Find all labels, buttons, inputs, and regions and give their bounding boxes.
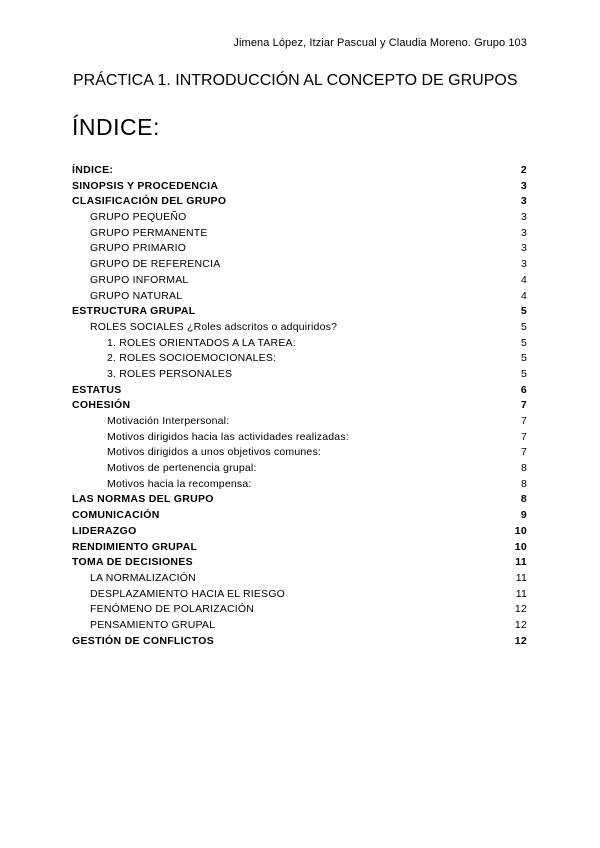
toc-entry-page-number: 12 bbox=[514, 618, 527, 631]
toc-entry-label: SINOPSIS Y PROCEDENCIA bbox=[72, 179, 219, 192]
toc-entry-page-number: 7 bbox=[520, 399, 527, 412]
toc-entry-label: ESTRUCTURA GRUPAL bbox=[72, 305, 196, 318]
toc-entry-label: PENSAMIENTO GRUPAL bbox=[90, 618, 216, 631]
toc-entry-label: GRUPO PERMANENTE bbox=[90, 226, 208, 239]
toc-entry-page-number: 5 bbox=[520, 305, 527, 318]
page-header-authors: Jimena López, Itziar Pascual y Claudia Moreno. Grupo 103 bbox=[233, 37, 527, 49]
toc-entry-page-number: 12 bbox=[514, 603, 527, 616]
toc-entry[interactable] bbox=[72, 241, 527, 257]
toc-entry-page-number: 8 bbox=[520, 477, 527, 490]
toc-entry-label: LA NORMALIZACIÓN bbox=[90, 571, 196, 584]
toc-entry[interactable] bbox=[72, 571, 527, 587]
toc-entry-label: 3. ROLES PERSONALES bbox=[107, 367, 233, 380]
toc-entry-page-number: 3 bbox=[520, 195, 527, 208]
toc-entry-label: COHESIÓN bbox=[72, 399, 131, 412]
toc-entry-label: TOMA DE DECISIONES bbox=[72, 556, 193, 569]
toc-entry-page-number: 8 bbox=[520, 462, 527, 475]
toc-entry[interactable] bbox=[72, 367, 527, 383]
toc-entry-page-number: 9 bbox=[520, 509, 527, 522]
toc-entry-page-number: 5 bbox=[520, 367, 527, 380]
toc-entry-label: Motivos dirigidos hacia las actividades realizadas: bbox=[107, 430, 349, 443]
toc-entry-page-number: 11 bbox=[515, 556, 527, 569]
toc-entry-page-number: 7 bbox=[520, 415, 527, 427]
toc-entry-label: Motivos dirigidos a unos objetivos comunes: bbox=[107, 446, 322, 459]
toc-entry-page-number: 11 bbox=[515, 571, 527, 584]
toc-entry-page-number: 10 bbox=[514, 524, 527, 537]
toc-entry-page-number: 2 bbox=[520, 164, 527, 176]
toc-entry[interactable] bbox=[72, 555, 527, 571]
toc-entry[interactable] bbox=[72, 304, 527, 320]
index-heading: ÍNDICE: bbox=[72, 114, 160, 140]
toc-entry-label: RENDIMIENTO GRUPAL bbox=[72, 540, 198, 553]
toc-entry[interactable] bbox=[72, 540, 527, 556]
toc-entry[interactable] bbox=[72, 273, 527, 289]
toc-entry-label: 1. ROLES ORIENTADOS A LA TAREA: bbox=[107, 336, 296, 349]
toc-entry-page-number: 5 bbox=[520, 352, 527, 365]
toc-entry-page-number: 10 bbox=[514, 540, 527, 553]
toc-entry[interactable] bbox=[72, 210, 527, 226]
toc-entry[interactable] bbox=[72, 257, 527, 273]
toc-entry[interactable] bbox=[72, 163, 527, 179]
toc-entry[interactable] bbox=[72, 351, 527, 367]
toc-entry-label: FENÓMENO DE POLARIZACIÓN bbox=[90, 603, 255, 616]
toc-entry[interactable] bbox=[72, 398, 527, 414]
toc-entry[interactable] bbox=[72, 430, 527, 446]
toc-entry-label: GRUPO PEQUEÑO bbox=[90, 211, 187, 224]
toc-entry[interactable] bbox=[72, 618, 527, 634]
toc-entry-label: 2. ROLES SOCIOEMOCIONALES: bbox=[107, 352, 277, 365]
toc-entry[interactable] bbox=[72, 602, 527, 618]
table-of-contents bbox=[72, 163, 527, 649]
toc-entry-label: GRUPO NATURAL bbox=[90, 289, 183, 302]
toc-entry[interactable] bbox=[72, 461, 527, 477]
toc-entry[interactable] bbox=[72, 336, 527, 352]
toc-entry-page-number: 5 bbox=[520, 320, 527, 333]
toc-entry[interactable] bbox=[72, 226, 527, 242]
toc-entry[interactable] bbox=[72, 320, 527, 336]
toc-entry[interactable] bbox=[72, 194, 527, 210]
toc-entry-label: ROLES SOCIALES ¿Roles adscritos o adquiridos? bbox=[90, 320, 338, 333]
toc-entry-label: GESTIÓN DE CONFLICTOS bbox=[72, 634, 215, 647]
toc-entry-label: LIDERAZGO bbox=[72, 524, 137, 537]
toc-entry-page-number: 11 bbox=[515, 587, 527, 600]
toc-entry[interactable] bbox=[72, 289, 527, 305]
toc-entry-page-number: 3 bbox=[520, 242, 527, 255]
toc-entry-label: GRUPO PRIMARIO bbox=[90, 242, 187, 255]
document-title: PRÁCTICA 1. INTRODUCCIÓN AL CONCEPTO DE GRUPOS bbox=[73, 72, 518, 89]
toc-entry[interactable] bbox=[72, 634, 527, 650]
toc-entry-page-number: 4 bbox=[520, 273, 527, 286]
toc-entry-label: LAS NORMAS DEL GRUPO bbox=[72, 493, 214, 506]
toc-entry-page-number: 8 bbox=[520, 493, 527, 506]
toc-entry[interactable] bbox=[72, 508, 527, 524]
toc-entry[interactable] bbox=[72, 524, 527, 540]
toc-entry-page-number: 4 bbox=[520, 289, 527, 302]
toc-entry-page-number: 12 bbox=[514, 634, 527, 647]
toc-entry-label: GRUPO INFORMAL bbox=[90, 273, 189, 286]
toc-entry[interactable] bbox=[72, 445, 527, 461]
toc-entry-label: ESTATUS bbox=[72, 383, 122, 396]
toc-entry-page-number: 3 bbox=[520, 211, 527, 224]
toc-entry-page-number: 7 bbox=[520, 430, 527, 443]
toc-entry-label: ÍNDICE: bbox=[72, 164, 114, 176]
toc-entry-page-number: 6 bbox=[520, 383, 527, 396]
toc-entry-label: GRUPO DE REFERENCIA bbox=[90, 258, 221, 271]
toc-entry[interactable] bbox=[72, 383, 527, 399]
toc-entry[interactable] bbox=[72, 179, 527, 195]
toc-entry-page-number: 3 bbox=[520, 226, 527, 239]
toc-entry[interactable] bbox=[72, 477, 527, 493]
toc-entry[interactable] bbox=[72, 587, 527, 603]
toc-entry-page-number: 7 bbox=[520, 446, 527, 459]
toc-entry-label: COMUNICACIÓN bbox=[72, 509, 160, 522]
toc-entry-label: CLASIFICACIÓN DEL GRUPO bbox=[72, 195, 227, 208]
toc-entry[interactable] bbox=[72, 414, 527, 430]
toc-entry-page-number: 3 bbox=[520, 258, 527, 271]
toc-entry-label: Motivación Interpersonal: bbox=[107, 415, 230, 427]
toc-entry-label: Motivos hacia la recompensa: bbox=[107, 477, 252, 490]
toc-entry-label: DESPLAZAMIENTO HACIA EL RIESGO bbox=[90, 587, 286, 600]
toc-entry-label: Motivos de pertenencia grupal: bbox=[107, 462, 257, 475]
toc-entry-page-number: 5 bbox=[520, 336, 527, 349]
toc-entry-page-number: 3 bbox=[520, 179, 527, 192]
toc-entry[interactable] bbox=[72, 492, 527, 508]
